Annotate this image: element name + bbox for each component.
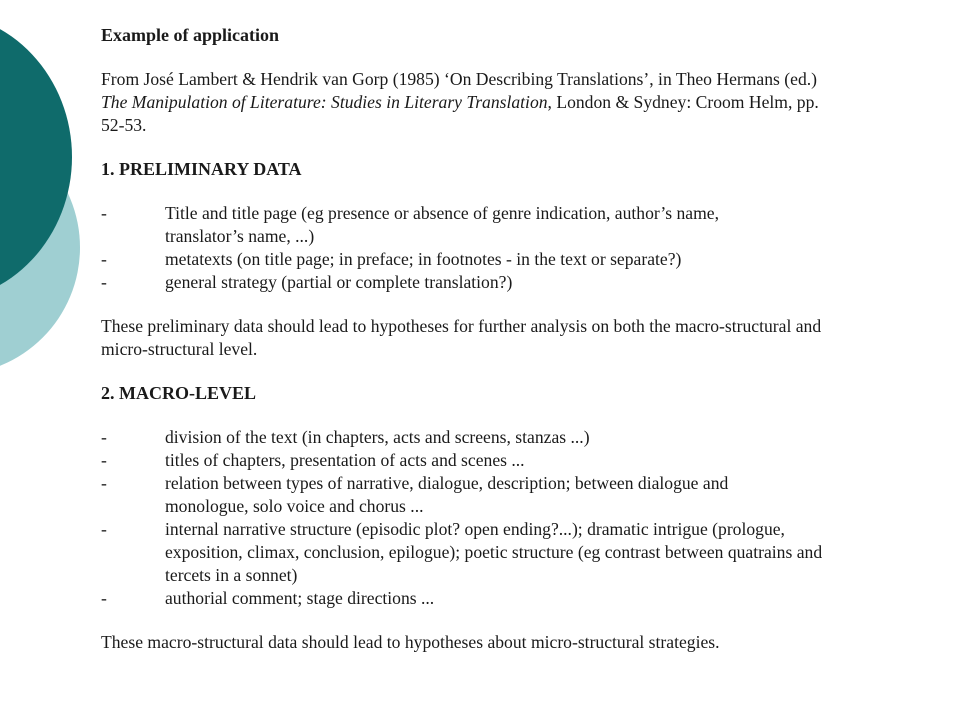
book-title: The Manipulation of Literature: Studies in Literary Translation — [101, 92, 548, 112]
bullet-dash: - — [101, 203, 107, 223]
citation — [101, 68, 921, 137]
bullet-dash: - — [101, 272, 107, 292]
section-heading: 2. MACRO-LEVEL — [101, 383, 257, 403]
bullet-dash: - — [101, 473, 107, 493]
list-item — [101, 271, 921, 294]
item-line: Title and title page (eg presence or absence of genre indication, author’s name, — [165, 203, 720, 223]
item-line: titles of chapters, presentation of acts and scenes ... — [165, 450, 525, 470]
citation-line-1: From José Lambert & Hendrik van Gorp (1985) ‘On Describing Translations’, in Theo Hermans (ed.) — [101, 69, 817, 89]
section-preliminary-data — [101, 158, 921, 361]
page-title: Example of application — [101, 25, 280, 45]
item-line: general strategy (partial or complete translation?) — [165, 272, 513, 292]
section-heading: 1. PRELIMINARY DATA — [101, 159, 302, 179]
citation-publisher: , London & Sydney: Croom Helm, pp. — [547, 92, 819, 112]
decorative-circles — [0, 0, 100, 400]
summary-line: micro-structural level. — [101, 339, 258, 359]
item-line: tercets in a sonnet) — [165, 565, 298, 585]
item-line: internal narrative structure (episodic plot? open ending?...); dramatic intrigue (prologue, — [165, 519, 785, 539]
bullet-dash: - — [101, 588, 107, 608]
section-summary — [101, 631, 921, 654]
slide-content — [101, 24, 921, 654]
bullet-dash: - — [101, 249, 107, 269]
list-item — [101, 449, 921, 472]
summary-line: These macro-structural data should lead to hypotheses about micro-structural strategies. — [101, 632, 720, 652]
item-line: exposition, climax, conclusion, epilogue); poetic structure (eg contrast between quatrains and — [165, 542, 823, 562]
item-line: relation between types of narrative, dialogue, description; between dialogue and — [165, 473, 729, 493]
item-line: monologue, solo voice and chorus ... — [165, 496, 424, 516]
section-macro-level — [101, 382, 921, 654]
section-summary — [101, 315, 921, 361]
item-line: translator’s name, ...) — [165, 226, 315, 246]
citation-line-2 — [101, 91, 921, 114]
item-line: division of the text (in chapters, acts and screens, stanzas ...) — [165, 427, 590, 447]
item-line: metatexts (on title page; in preface; in footnotes - in the text or separate?) — [165, 249, 682, 269]
list-item — [101, 472, 921, 518]
summary-line: These preliminary data should lead to hypotheses for further analysis on both the macro-structural and — [101, 316, 822, 336]
list-item — [101, 587, 921, 610]
bullet-dash: - — [101, 450, 107, 470]
item-line: authorial comment; stage directions ... — [165, 588, 435, 608]
list-item — [101, 202, 921, 248]
list-item — [101, 248, 921, 271]
bullet-dash: - — [101, 427, 107, 447]
list-item — [101, 518, 921, 587]
bullet-dash: - — [101, 519, 107, 539]
citation-line-3: 52-53. — [101, 115, 147, 135]
list-item — [101, 426, 921, 449]
